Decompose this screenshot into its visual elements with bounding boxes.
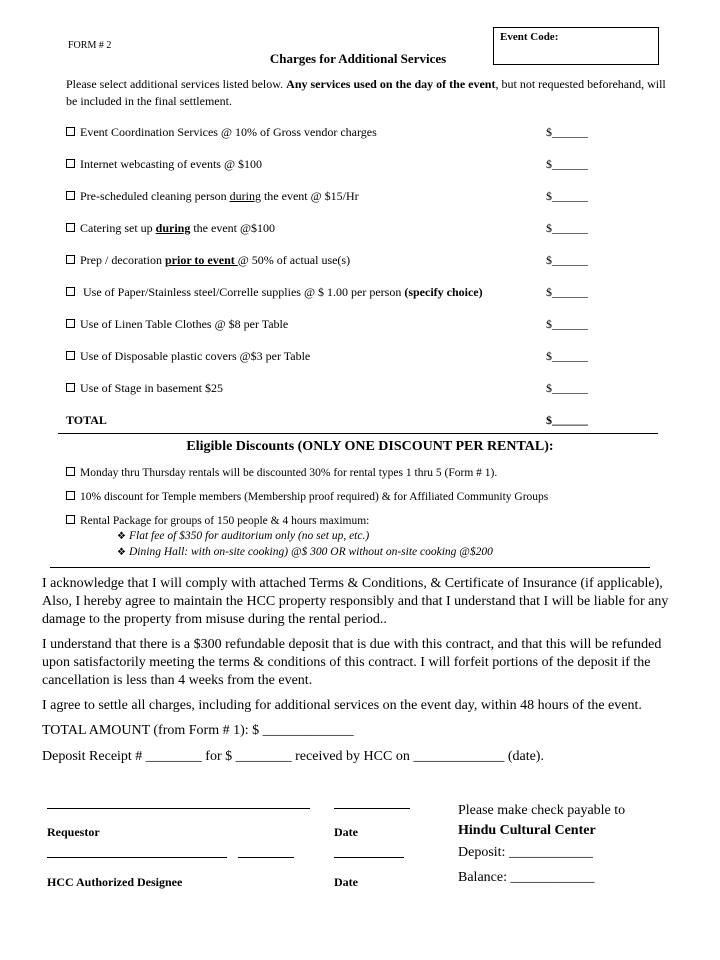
- diamond-bullet-icon: ❖: [117, 547, 126, 558]
- checkbox[interactable]: [66, 319, 75, 328]
- checkbox[interactable]: [66, 491, 75, 500]
- date-label: Date: [334, 875, 358, 889]
- service-amount[interactable]: $______: [546, 317, 588, 331]
- service-item: Use of Stage in basement $25: [66, 381, 223, 396]
- total-amount-line[interactable]: TOTAL AMOUNT (from Form # 1): $ _____________: [42, 723, 354, 738]
- diamond-bullet-icon: ❖: [117, 531, 126, 542]
- service-item: Catering set up during the event @$100: [66, 221, 275, 236]
- service-amount[interactable]: $______: [546, 189, 588, 203]
- designee-label: HCC Authorized Designee: [47, 875, 183, 889]
- discounts-title: Eligible Discounts (ONLY ONE DISCOUNT PER RENTAL):: [186, 439, 554, 454]
- discount-item: Monday thru Thursday rentals will be discounted 30% for rental types 1 thru 5 (Form # 1).: [66, 467, 497, 479]
- checkbox[interactable]: [66, 467, 75, 476]
- requestor-label: Requestor: [47, 825, 100, 839]
- organization-name: Hindu Cultural Center: [458, 823, 596, 838]
- checkbox[interactable]: [66, 191, 75, 200]
- deposit-paragraph: I understand that there is a $300 refundable deposit that is due with this contract, and that this will be refunded upon satisfactorily meeting the terms & conditions of this contract. I will forfeit portions of the deposit if the cancellation is less than 4 weeks from the event.: [42, 637, 662, 688]
- checkbox[interactable]: [66, 351, 75, 360]
- checkbox[interactable]: [66, 255, 75, 264]
- discount-sub-item: ❖ Flat fee of $350 for auditorium only (no set up, etc.): [117, 530, 370, 542]
- discount-item: Rental Package for groups of 150 people & 4 hours maximum:: [66, 515, 369, 527]
- balance-field[interactable]: Balance: ____________: [458, 870, 595, 885]
- service-item: Prep / decoration prior to event @ 50% of actual use(s): [66, 253, 350, 268]
- payable-to-text: Please make check payable to: [458, 803, 626, 818]
- service-amount[interactable]: $______: [546, 157, 588, 171]
- checkbox[interactable]: [66, 223, 75, 232]
- divider: [50, 567, 650, 568]
- total-label: TOTAL: [66, 413, 107, 427]
- deposit-receipt-line[interactable]: Deposit Receipt # ________ for $ ________ received by HCC on _____________ (date).: [42, 749, 544, 764]
- service-amount[interactable]: $______: [546, 349, 588, 363]
- designee-signature-line[interactable]: [47, 857, 227, 858]
- service-item: Event Coordination Services @ 10% of Gross vendor charges: [66, 125, 377, 140]
- service-item: Use of Disposable plastic covers @$3 per Table: [66, 349, 310, 364]
- service-amount[interactable]: $______: [546, 253, 588, 267]
- service-amount[interactable]: $______: [546, 285, 588, 299]
- total-amount[interactable]: $______: [546, 413, 588, 427]
- intro-text: Please select additional services listed below. Any services used on the day of the event, but not requested beforehand, will be included in the final settlement.: [66, 77, 666, 108]
- terms-paragraph: I acknowledge that I will comply with attached Terms & Conditions, & Certificate of Insurance (if applicable), Also, I hereby agree to maintain the HCC property responsibly and that I understand that I will be liable for any damage to the property from misuse during the rental period..: [42, 576, 669, 627]
- date-label: Date: [334, 825, 358, 839]
- checkbox[interactable]: [66, 515, 75, 524]
- service-item: Use of Linen Table Clothes @ $8 per Table: [66, 317, 288, 332]
- event-code-label: Event Code:: [500, 31, 559, 43]
- checkbox[interactable]: [66, 127, 75, 136]
- date-line[interactable]: [334, 808, 410, 809]
- service-item: Use of Paper/Stainless steel/Correlle supplies @ $ 1.00 per person (specify choice): [66, 285, 483, 300]
- checkbox[interactable]: [66, 287, 75, 296]
- date-line[interactable]: [334, 857, 404, 858]
- checkbox[interactable]: [66, 383, 75, 392]
- discount-sub-item: ❖ Dining Hall: with on-site cooking) @$ 300 OR without on-site cooking @$200: [117, 546, 493, 558]
- divider: [58, 433, 658, 434]
- designee-extra-line[interactable]: [238, 857, 294, 858]
- service-amount[interactable]: $______: [546, 381, 588, 395]
- service-amount[interactable]: $______: [546, 125, 588, 139]
- service-item: Internet webcasting of events @ $100: [66, 157, 262, 172]
- discount-item: 10% discount for Temple members (Membership proof required) & for Affiliated Community Groups: [66, 491, 548, 503]
- service-amount[interactable]: $______: [546, 221, 588, 235]
- requestor-signature-line[interactable]: [47, 808, 310, 809]
- checkbox[interactable]: [66, 159, 75, 168]
- deposit-field[interactable]: Deposit: ____________: [458, 845, 593, 860]
- form-number: FORM # 2: [68, 40, 112, 51]
- page-title: Charges for Additional Services: [269, 51, 447, 66]
- service-item: Pre-scheduled cleaning person during the event @ $15/Hr: [66, 189, 359, 204]
- settlement-paragraph: I agree to settle all charges, including for additional services on the event day, within 48 hours of the event.: [42, 698, 642, 713]
